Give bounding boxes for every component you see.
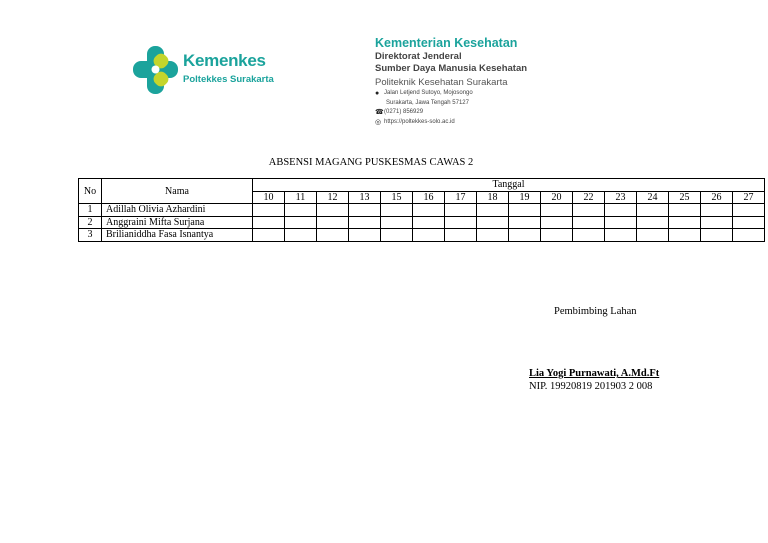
attendance-cell: [701, 216, 733, 229]
globe-icon: ◎: [375, 118, 382, 126]
document-title: ABSENSI MAGANG PUSKESMAS CAWAS 2: [268, 157, 474, 168]
directorate-line-1: Direktorat Jenderal: [375, 51, 462, 62]
row-name: Adillah Olivia Azhardini: [102, 204, 253, 217]
attendance-cell: [541, 204, 573, 217]
header-date: 20: [541, 191, 573, 204]
attendance-cell: [445, 229, 477, 242]
attendance-table: [78, 178, 765, 242]
attendance-cell: [605, 204, 637, 217]
header-date: 11: [285, 191, 317, 204]
attendance-cell: [253, 216, 285, 229]
attendance-cell: [477, 229, 509, 242]
website-url: https://poltekkes-solo.ac.id: [384, 118, 455, 125]
header-date: 25: [669, 191, 701, 204]
header-date: 15: [381, 191, 413, 204]
attendance-cell: [701, 229, 733, 242]
attendance-cell: [477, 204, 509, 217]
row-name: Brilianiddha Fasa Isnantya: [102, 229, 253, 242]
signature-nip: NIP. 19920819 201903 2 008: [529, 381, 653, 392]
attendance-cell: [445, 216, 477, 229]
header-date: 24: [637, 191, 669, 204]
phone-line: [375, 108, 565, 118]
attendance-cell: [605, 216, 637, 229]
header-date: 13: [349, 191, 381, 204]
signature-name: Lia Yogi Purnawati, A.Md.Ft: [529, 368, 660, 379]
attendance-cell: [637, 204, 669, 217]
attendance-cell: [509, 229, 541, 242]
attendance-cell: [669, 204, 701, 217]
attendance-cell: [669, 229, 701, 242]
header-date: 19: [509, 191, 541, 204]
header-name: Nama: [102, 179, 253, 204]
attendance-cell: [253, 204, 285, 217]
address-line: [375, 89, 565, 99]
attendance-cell: [285, 216, 317, 229]
phone-number: (0271) 856929: [384, 109, 424, 115]
letterhead: [375, 36, 565, 127]
directorate-line-2: Sumber Daya Manusia Kesehatan: [375, 62, 528, 74]
attendance-cell: [285, 229, 317, 242]
address-line-1: Jalan Letjend Sutoyo, Mojosongo: [384, 90, 473, 96]
header-date: 17: [445, 191, 477, 204]
attendance-cell: [509, 216, 541, 229]
signature-role: Pembimbing Lahan: [554, 306, 637, 317]
attendance-cell: [381, 229, 413, 242]
row-no: 3: [79, 229, 102, 242]
row-name: Anggraini Mifta Surjana: [102, 216, 253, 229]
header-date: 18: [477, 191, 509, 204]
attendance-cell: [733, 229, 765, 242]
location-pin-icon: ●: [375, 90, 380, 97]
attendance-cell: [637, 216, 669, 229]
kemenkes-logo: [133, 44, 293, 96]
attendance-cell: [413, 216, 445, 229]
attendance-cell: [541, 229, 573, 242]
attendance-cell: [477, 216, 509, 229]
address-line-2-row: [375, 99, 565, 109]
row-no: 2: [79, 216, 102, 229]
attendance-cell: [733, 216, 765, 229]
attendance-cell: [253, 229, 285, 242]
phone-icon: ☎: [375, 109, 384, 116]
header-date: 27: [733, 191, 765, 204]
header-date: 16: [413, 191, 445, 204]
attendance-cell: [317, 204, 349, 217]
logo-subtitle: Poltekkes Surakarta: [183, 74, 274, 85]
logo-name: Kemenkes: [183, 51, 266, 70]
attendance-cell: [573, 229, 605, 242]
table-row: [79, 216, 765, 229]
header-date: 10: [253, 191, 285, 204]
attendance-cell: [413, 229, 445, 242]
header-date: 12: [317, 191, 349, 204]
header-row-1: [79, 179, 765, 192]
attendance-cell: [381, 204, 413, 217]
header-dates: Tanggal: [253, 179, 765, 192]
attendance-cell: [317, 216, 349, 229]
attendance-cell: [349, 216, 381, 229]
row-no: 1: [79, 204, 102, 217]
table-row: [79, 229, 765, 242]
header-date: 23: [605, 191, 637, 204]
attendance-cell: [317, 229, 349, 242]
attendance-cell: [701, 204, 733, 217]
attendance-cell: [669, 216, 701, 229]
attendance-cell: [541, 216, 573, 229]
attendance-cell: [349, 229, 381, 242]
address-line-2: Surakarta, Jawa Tengah 57127: [386, 99, 469, 106]
attendance-cell: [413, 204, 445, 217]
attendance-cell: [445, 204, 477, 217]
attendance-cell: [509, 204, 541, 217]
attendance-cell: [573, 216, 605, 229]
ministry-name: Kementerian Kesehatan: [375, 36, 518, 50]
attendance-cell: [605, 229, 637, 242]
attendance-cell: [637, 229, 669, 242]
header-date: 26: [701, 191, 733, 204]
attendance-cell: [349, 204, 381, 217]
school-name: Politeknik Kesehatan Surakarta: [375, 77, 508, 88]
attendance-cell: [285, 204, 317, 217]
attendance-cell: [381, 216, 413, 229]
attendance-cell: [573, 204, 605, 217]
kemenkes-cross-logo-icon: [133, 44, 181, 96]
website-line: [375, 118, 565, 128]
header-no: No: [79, 179, 102, 204]
attendance-cell: [733, 204, 765, 217]
header-date: 22: [573, 191, 605, 204]
table-row: [79, 204, 765, 217]
